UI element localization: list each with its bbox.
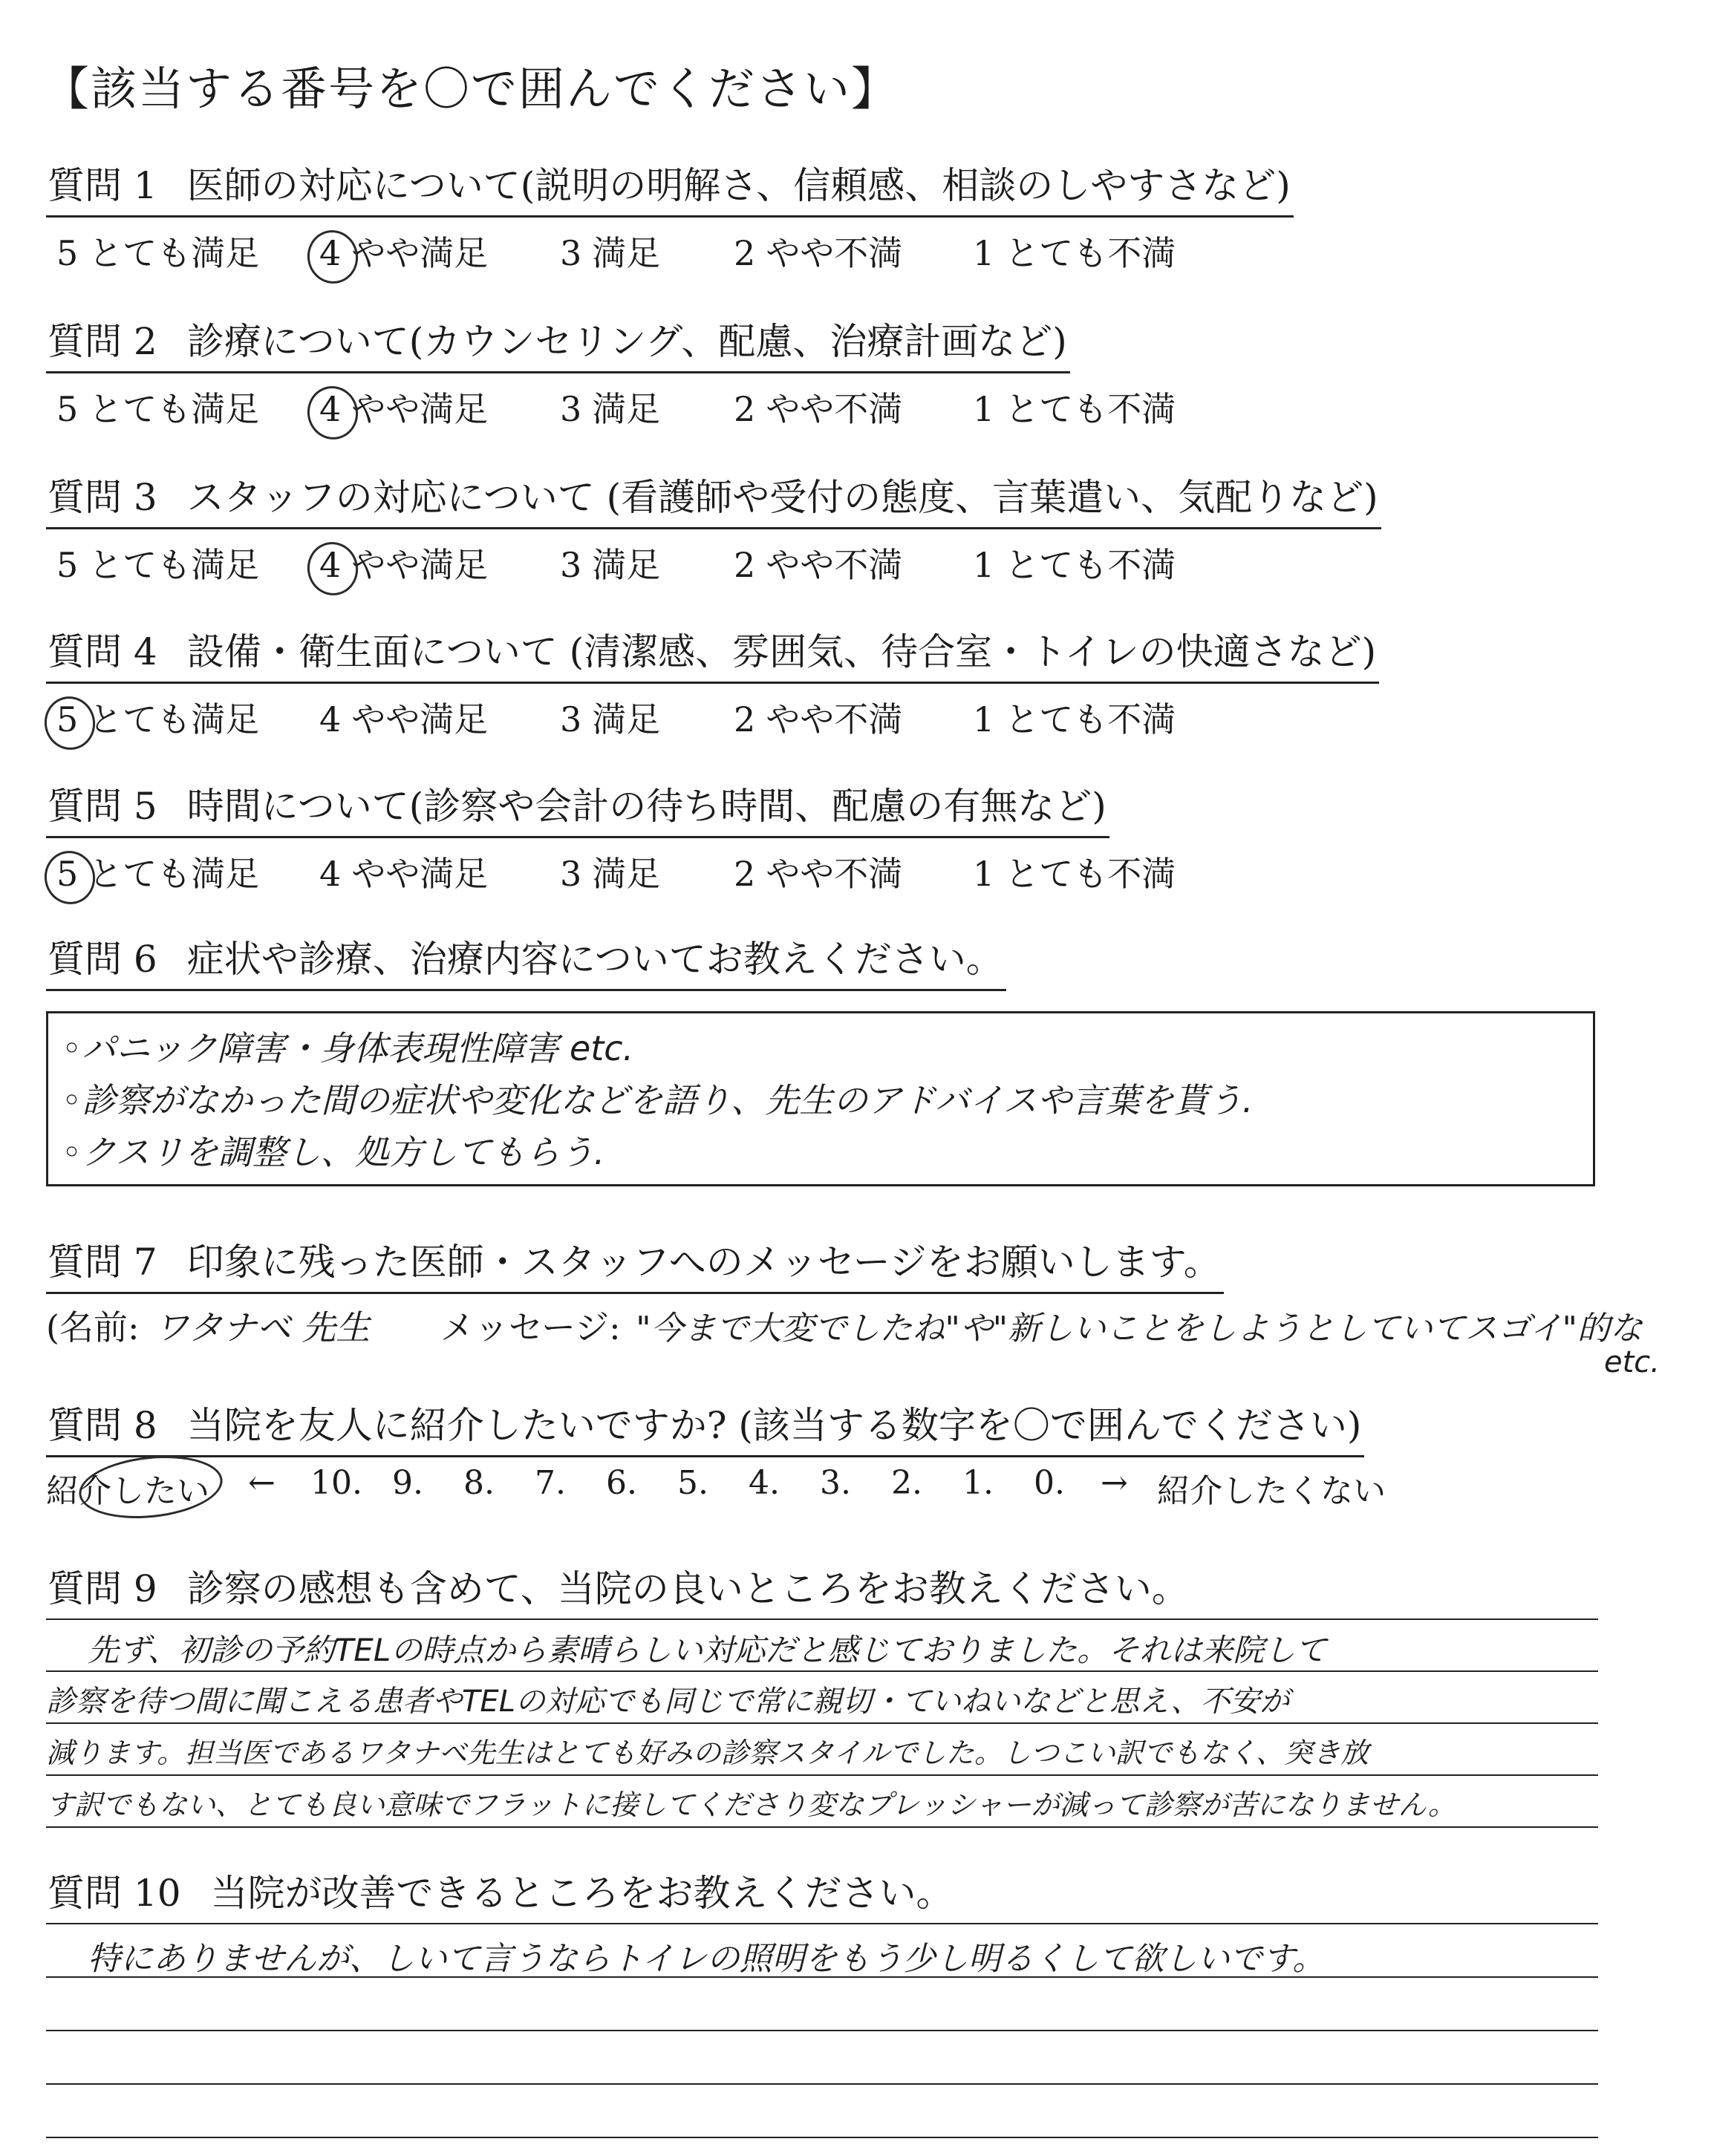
q9-answer-line: 診察を待つ間に聞こえる患者やTELの対応でも同じで常に親切・ていねいなどと思え、不安が (46, 1685, 1290, 1719)
q4-option-2[interactable]: 2 やや不満 (734, 699, 903, 739)
q1-option-3[interactable]: 3 満足 (560, 233, 661, 273)
q3-option-1[interactable]: 1 とても不満 (973, 545, 1176, 585)
arrow-left-icon: ← (248, 1464, 276, 1502)
q9-answer-line: す訳でもない、とても良い意味でフラットに接してくださり変なプレッシャーが減って診察が苦になりません。 (46, 1788, 1456, 1821)
question-10-title (46, 1863, 956, 1923)
q6-answer-line: ◦パニック障害・身体表現性障害 etc. (62, 1028, 634, 1068)
q2-option-5[interactable]: 5 とても満足 (56, 389, 260, 429)
q4-option-4[interactable]: 4 やや満足 (319, 699, 489, 739)
question-10-text: 当院が改善できるところをお教えください。 (210, 1872, 954, 1915)
q3-option-2[interactable]: 2 やや不満 (734, 545, 903, 585)
question-2-number: 質問 2 (48, 320, 157, 363)
name-value[interactable]: ワタナベ 先生 (154, 1307, 371, 1348)
question-6 (46, 930, 1006, 991)
ruled-line (46, 1670, 1598, 1672)
question-2 (46, 312, 1176, 429)
question-1-rating-row (46, 226, 1294, 271)
q2-option-2[interactable]: 2 やや不満 (734, 389, 903, 429)
q1-option-5[interactable]: 5 とても満足 (56, 233, 260, 273)
q3-option-4[interactable]: 4 やや満足 (319, 538, 488, 587)
question-9-answer-area[interactable] (46, 1618, 1598, 1826)
q3-option-5[interactable]: 5 とても満足 (56, 545, 260, 585)
question-3 (46, 468, 1381, 583)
question-10 (46, 1863, 956, 1923)
recommend-scale: 紹介したい ← 10. 9. 8. 7. 6. 5. 4. 3. 2. 1. 0. → 紹介したくない (46, 1464, 1606, 1509)
question-6-number: 質問 6 (48, 938, 157, 981)
ruled-line (46, 2083, 1598, 2085)
scale-3[interactable]: 3. (820, 1464, 851, 1502)
scale-4[interactable]: 4. (749, 1464, 780, 1502)
question-7-number: 質問 7 (48, 1241, 157, 1284)
ruled-line (46, 2030, 1598, 2031)
message-value[interactable]: "今まで大変でしたね"や"新しいことをしようとしていてスゴイ"的な (636, 1310, 1643, 1348)
question-5 (46, 777, 1176, 894)
question-4-text: 設備・衛生面について (清潔感、雰囲気、待合室・トイレの快適さなど) (186, 630, 1377, 673)
message-label: メッセージ: (440, 1307, 621, 1348)
q6-answer-line: ◦クスリを調整し、処方してもらう. (62, 1132, 605, 1172)
question-8-text: 当院を友人に紹介したいですか? (該当する数字を〇で囲んでください) (186, 1404, 1362, 1447)
ruled-line (46, 1618, 1598, 1620)
question-1-title (46, 156, 1294, 218)
scale-6[interactable]: 6. (606, 1464, 637, 1502)
ruled-line (46, 1923, 1598, 1924)
question-7-message-row (46, 1301, 1643, 1350)
question-2-text: 診療について(カウンセリング、配慮、治療計画など) (186, 320, 1067, 363)
q1-option-4[interactable]: 4 やや満足 (319, 226, 488, 275)
q2-option-3[interactable]: 3 満足 (560, 389, 661, 429)
q9-answer-line: 減ります。担当医であるワタナベ先生はとても好みの診察スタイルでした。しつこい訳でもなく、突き放 (46, 1737, 1369, 1769)
message-suffix: etc. (1604, 1345, 1660, 1379)
question-3-title (46, 468, 1381, 529)
q5-option-2[interactable]: 2 やや不満 (734, 854, 903, 894)
q5-option-5[interactable]: 5 とても満足 (56, 847, 259, 896)
scale-right-label[interactable]: 紹介したくない (1157, 1472, 1386, 1510)
ruled-line (46, 1826, 1598, 1828)
question-7-text: 印象に残った医師・スタッフへのメッセージをお願いします。 (186, 1241, 1221, 1284)
ruled-line (46, 1774, 1598, 1776)
question-3-rating-row (46, 538, 1381, 583)
q3-option-3[interactable]: 3 満足 (560, 545, 661, 585)
question-8-number: 質問 8 (48, 1404, 157, 1447)
question-9-number: 質問 9 (48, 1567, 157, 1610)
scale-2[interactable]: 2. (891, 1464, 922, 1502)
question-4-title (46, 622, 1379, 684)
q9-answer-line: 先ず、初診の予約TELの時点から素晴らしい対応だと感じておりました。それは来院して (88, 1632, 1327, 1668)
q5-option-1[interactable]: 1 とても不満 (973, 854, 1176, 894)
question-6-title (46, 930, 1006, 991)
q1-option-2[interactable]: 2 やや不満 (734, 233, 903, 273)
scale-0[interactable]: 0. (1034, 1464, 1065, 1502)
question-8 (46, 1396, 1364, 1457)
question-6-text: 症状や診療、治療内容についてお教えください。 (186, 938, 1003, 981)
q6-answer-line: ◦診察がなかった間の症状や変化などを語り、先生のアドバイスや言葉を貰う. (62, 1080, 1254, 1120)
question-9-text: 診察の感想も含めて、当院の良いところをお教えください。 (186, 1567, 1189, 1610)
question-1-text: 医師の対応について(説明の明解さ、信頼感、相談のしやすさなど) (186, 164, 1291, 207)
q4-option-3[interactable]: 3 満足 (560, 699, 661, 739)
question-5-text: 時間について(診察や会計の待ち時間、配慮の有無など) (186, 785, 1107, 828)
q10-answer-line: 特にありませんが、しいて言うならトイレの照明をもう少し明るくして欲しいです。 (88, 1940, 1326, 1978)
question-7-title (46, 1232, 1224, 1294)
question-9-title (46, 1559, 1192, 1618)
scale-1[interactable]: 1. (962, 1464, 994, 1502)
scale-5[interactable]: 5. (677, 1464, 708, 1502)
question-2-title (46, 312, 1070, 373)
arrow-right-icon: → (1101, 1464, 1128, 1502)
form-header: 【該当する番号を〇で囲んでください】 (43, 62, 899, 116)
question-1-number: 質問 1 (48, 164, 157, 207)
question-10-number: 質問 10 (48, 1872, 181, 1915)
q4-option-5[interactable]: 5 とても満足 (56, 693, 259, 742)
question-5-rating-row (46, 847, 1176, 894)
scale-8[interactable]: 8. (463, 1464, 495, 1502)
question-2-rating-row (46, 382, 1176, 429)
q4-option-1[interactable]: 1 とても不満 (973, 699, 1176, 739)
q2-option-1[interactable]: 1 とても不満 (973, 389, 1176, 429)
question-4 (46, 622, 1379, 737)
question-4-number: 質問 4 (48, 630, 157, 673)
question-5-title (46, 777, 1109, 838)
q5-option-4[interactable]: 4 やや満足 (319, 854, 489, 894)
question-8-title (46, 1396, 1364, 1457)
question-1 (46, 156, 1294, 271)
question-3-number: 質問 3 (48, 476, 157, 519)
question-10-answer-area[interactable] (46, 1923, 1598, 2138)
selection-circle (76, 1449, 226, 1525)
q1-option-1[interactable]: 1 とても不満 (973, 233, 1176, 273)
question-5-number: 質問 5 (48, 785, 157, 828)
ruled-line (46, 1722, 1598, 1724)
question-7 (46, 1232, 1224, 1294)
question-9 (46, 1559, 1192, 1618)
scale-9[interactable]: 9. (392, 1464, 423, 1502)
name-label: (名前: (46, 1307, 140, 1348)
question-6-answer-box[interactable] (46, 1011, 1595, 1186)
scale-7[interactable]: 7. (535, 1464, 566, 1502)
q5-option-3[interactable]: 3 満足 (560, 854, 661, 894)
scale-10[interactable]: 10. (310, 1464, 362, 1502)
q2-option-4[interactable]: 4 やや満足 (319, 382, 488, 431)
question-4-rating-row (46, 693, 1379, 737)
ruled-line (46, 2137, 1598, 2138)
question-3-text: スタッフの対応について (看護師や受付の態度、言葉遣い、気配りなど) (186, 476, 1378, 519)
